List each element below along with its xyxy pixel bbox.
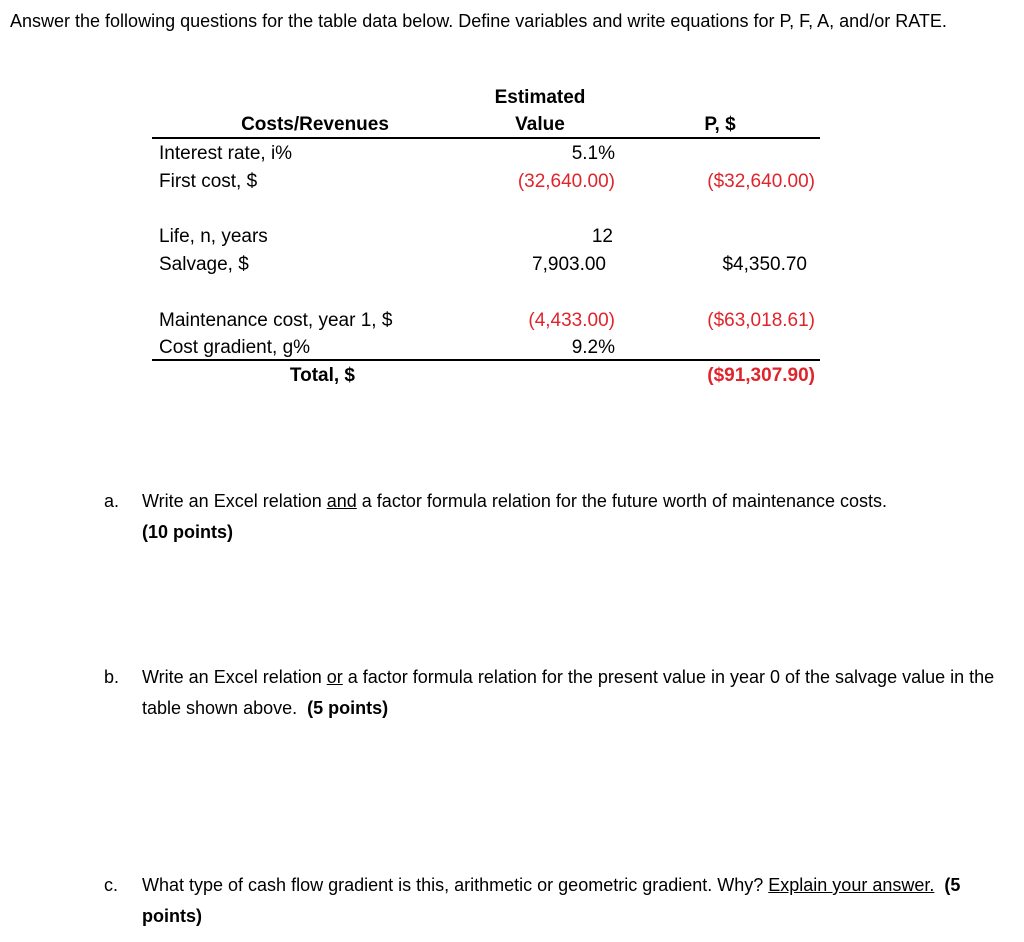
cost-table — [0, 0, 1024, 400]
row-label-interest-rate: Interest rate, i% — [159, 143, 293, 164]
row-value-cost-gradient: 9.2% — [571, 337, 615, 358]
row-p-salvage: $4,350.70 — [722, 254, 807, 275]
instructions-text: Answer the following questions for the table data below. Define variables and write equations for P, F, A, and/or RATE. — [10, 11, 947, 31]
row-label-life: Life, n, years — [159, 226, 268, 247]
row-label-maintenance: Maintenance cost, year 1, $ — [159, 310, 393, 331]
header-value: Value — [515, 114, 565, 135]
row-value-maintenance: (4,433.00) — [528, 310, 615, 331]
question-b-body — [142, 662, 1002, 724]
row-value-first-cost: (32,640.00) — [517, 171, 615, 192]
total-label: Total, $ — [289, 365, 355, 386]
question-b-text-post: a factor formula relation for the present value in year 0 of the salvage value in the table shown above. — [142, 667, 995, 718]
total-p: ($91,307.90) — [707, 365, 815, 386]
row-p-maintenance: ($63,018.61) — [707, 310, 815, 331]
row-label-cost-gradient: Cost gradient, g% — [159, 337, 311, 358]
question-c-text-pre: What type of cash flow gradient is this, arithmetic or geometric gradient. Why? — [142, 875, 769, 895]
total-rule — [152, 359, 820, 361]
row-label-salvage: Salvage, $ — [159, 254, 249, 275]
row-value-life: 12 — [591, 226, 613, 247]
question-a-letter: a. — [104, 491, 120, 511]
question-b-underlined: or — [326, 667, 343, 687]
header-estimated: Estimated — [494, 87, 586, 108]
row-value-salvage: 7,903.00 — [532, 254, 606, 275]
question-b-letter: b. — [104, 667, 120, 687]
question-a-underlined: and — [326, 491, 357, 511]
question-b-text-pre: Write an Excel relation — [142, 667, 327, 687]
question-a-text-post: a factor formula relation for the future worth of maintenance costs. — [356, 491, 888, 511]
header-p: P, $ — [704, 114, 736, 135]
question-b-points: (5 points) — [307, 698, 389, 718]
question-c-points: (5 points) — [142, 875, 961, 926]
question-b — [104, 662, 1004, 724]
row-value-interest-rate: 5.1% — [571, 143, 615, 164]
question-c-underlined: Explain your answer. — [768, 875, 935, 895]
row-p-first-cost: ($32,640.00) — [707, 171, 815, 192]
row-label-first-cost: First cost, $ — [159, 171, 258, 192]
header-costs-revenues: Costs/Revenues — [241, 114, 389, 135]
question-a-text-pre: Write an Excel relation — [142, 491, 327, 511]
question-c-body — [142, 870, 1002, 932]
question-a-body — [142, 486, 1002, 548]
question-c-letter: c. — [104, 875, 119, 895]
question-c — [104, 870, 1004, 932]
question-a-points: (10 points) — [142, 522, 234, 542]
header-rule — [152, 137, 820, 139]
question-a — [104, 486, 1004, 548]
